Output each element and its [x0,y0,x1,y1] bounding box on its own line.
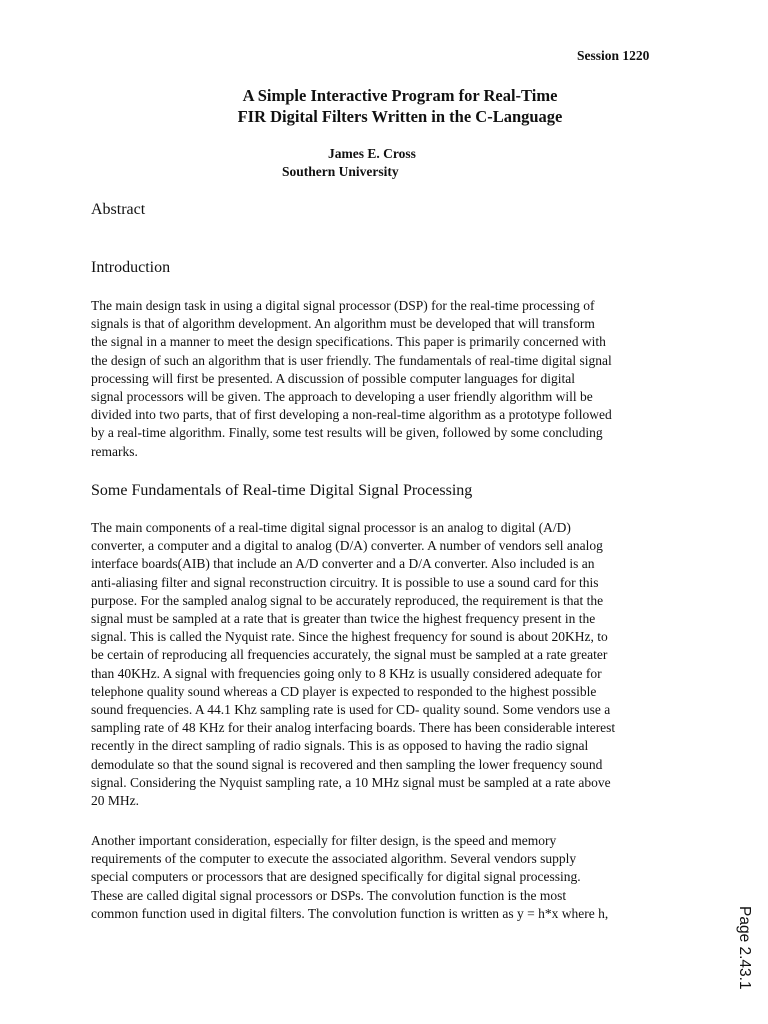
text-line: anti-aliasing filter and signal reconstruction circuitry. It is possible to use a sound card for this [91,574,599,590]
text-line: converter, a computer and a digital to analog (D/A) converter. A number of vendors sell analog [91,538,603,554]
introduction-paragraph [91,297,691,461]
text-line: remarks. [91,443,138,459]
text-line: requirements of the computer to execute the associated algorithm. Several vendors supply [91,851,577,867]
text-line: signal processors will be given. The approach to developing a user friendly algorithm will be [91,389,593,405]
text-line: sampling rate of 48 KHz for their analog interfacing boards. There has been considerable interest [91,720,616,736]
text-line: Another important consideration, especially for filter design, is the speed and memory [91,833,557,848]
text-line: processing will first be presented. A discussion of possible computer languages for digital [91,370,576,386]
text-line: 20 MHz. [91,793,139,809]
fundamentals-paragraph-2 [91,832,691,923]
text-line: The main components of a real-time digital signal processor is an analog to digital (A/D) [91,520,571,535]
text-line: sound frequencies. A 44.1 Khz sampling rate is used for CD- quality sound. Some vendors use a [91,702,611,718]
text-line: special computers or processors that are designed specifically for digital signal processing. [91,869,581,885]
text-line: be certain of reproducing all frequencies accurately, the signal must be sampled at a rate greater [91,647,608,663]
fundamentals-heading: Some Fundamentals of Real-time Digital Signal Processing [91,482,473,499]
author-affiliation: Southern University [282,164,399,179]
text-line: signals is that of algorithm development. An algorithm must be developed that will transform [91,316,595,332]
introduction-heading: Introduction [91,259,171,276]
fundamentals-paragraph-1 [91,519,691,810]
author-name: James E. Cross [328,146,416,161]
text-line: the design of such an algorithm that is user friendly. The fundamentals of real-time digital signal [91,352,612,368]
text-line: recently in the direct sampling of radio signals. This is as opposed to having the radio signal [91,738,589,754]
page-number: Page 2.43.1 [736,906,753,990]
text-line: signal must be sampled at a rate that is greater than twice the highest frequency present in the [91,611,596,627]
text-line: common function used in digital filters. The convolution function is written as y = h*x where h, [91,905,609,921]
text-line: telephone quality sound whereas a CD player is expected to responded to the highest possible [91,683,597,699]
text-line: demodulate so that the sound signal is recovered and then sampling the lower frequency sound [91,756,603,772]
paper-title-line-1: A Simple Interactive Program for Real-Time [242,86,558,105]
text-line: signal. This is called the Nyquist rate. Since the highest frequency for sound is about 20KHz, to [91,629,608,645]
paper-title-line-2: FIR Digital Filters Written in the C-Language [237,107,563,126]
session-number: Session 1220 [577,48,650,63]
text-line: the signal in a manner to meet the design specifications. This paper is primarily concerned with [91,334,606,350]
abstract-heading: Abstract [91,201,146,218]
text-line: purpose. For the sampled analog signal to be accurately reproduced, the requirement is that the [91,592,604,608]
text-line: divided into two parts, that of first developing a non-real-time algorithm as a prototype followed [91,407,612,423]
text-line: than 40KHz. A signal with frequencies going only to 8 KHz is usually considered adequate for [91,665,602,681]
text-line: by a real-time algorithm. Finally, some test results will be given, followed by some concluding [91,425,603,441]
text-line: signal. Considering the Nyquist sampling rate, a 10 MHz signal must be sampled at a rate above [91,774,611,790]
text-line: The main design task in using a digital signal processor (DSP) for the real-time processing of [91,298,595,313]
text-line: These are called digital signal processors or DSPs. The convolution function is the most [91,887,567,903]
text-line: interface boards(AIB) that include an A/D converter and a D/A converter. Also included is an [91,556,595,572]
